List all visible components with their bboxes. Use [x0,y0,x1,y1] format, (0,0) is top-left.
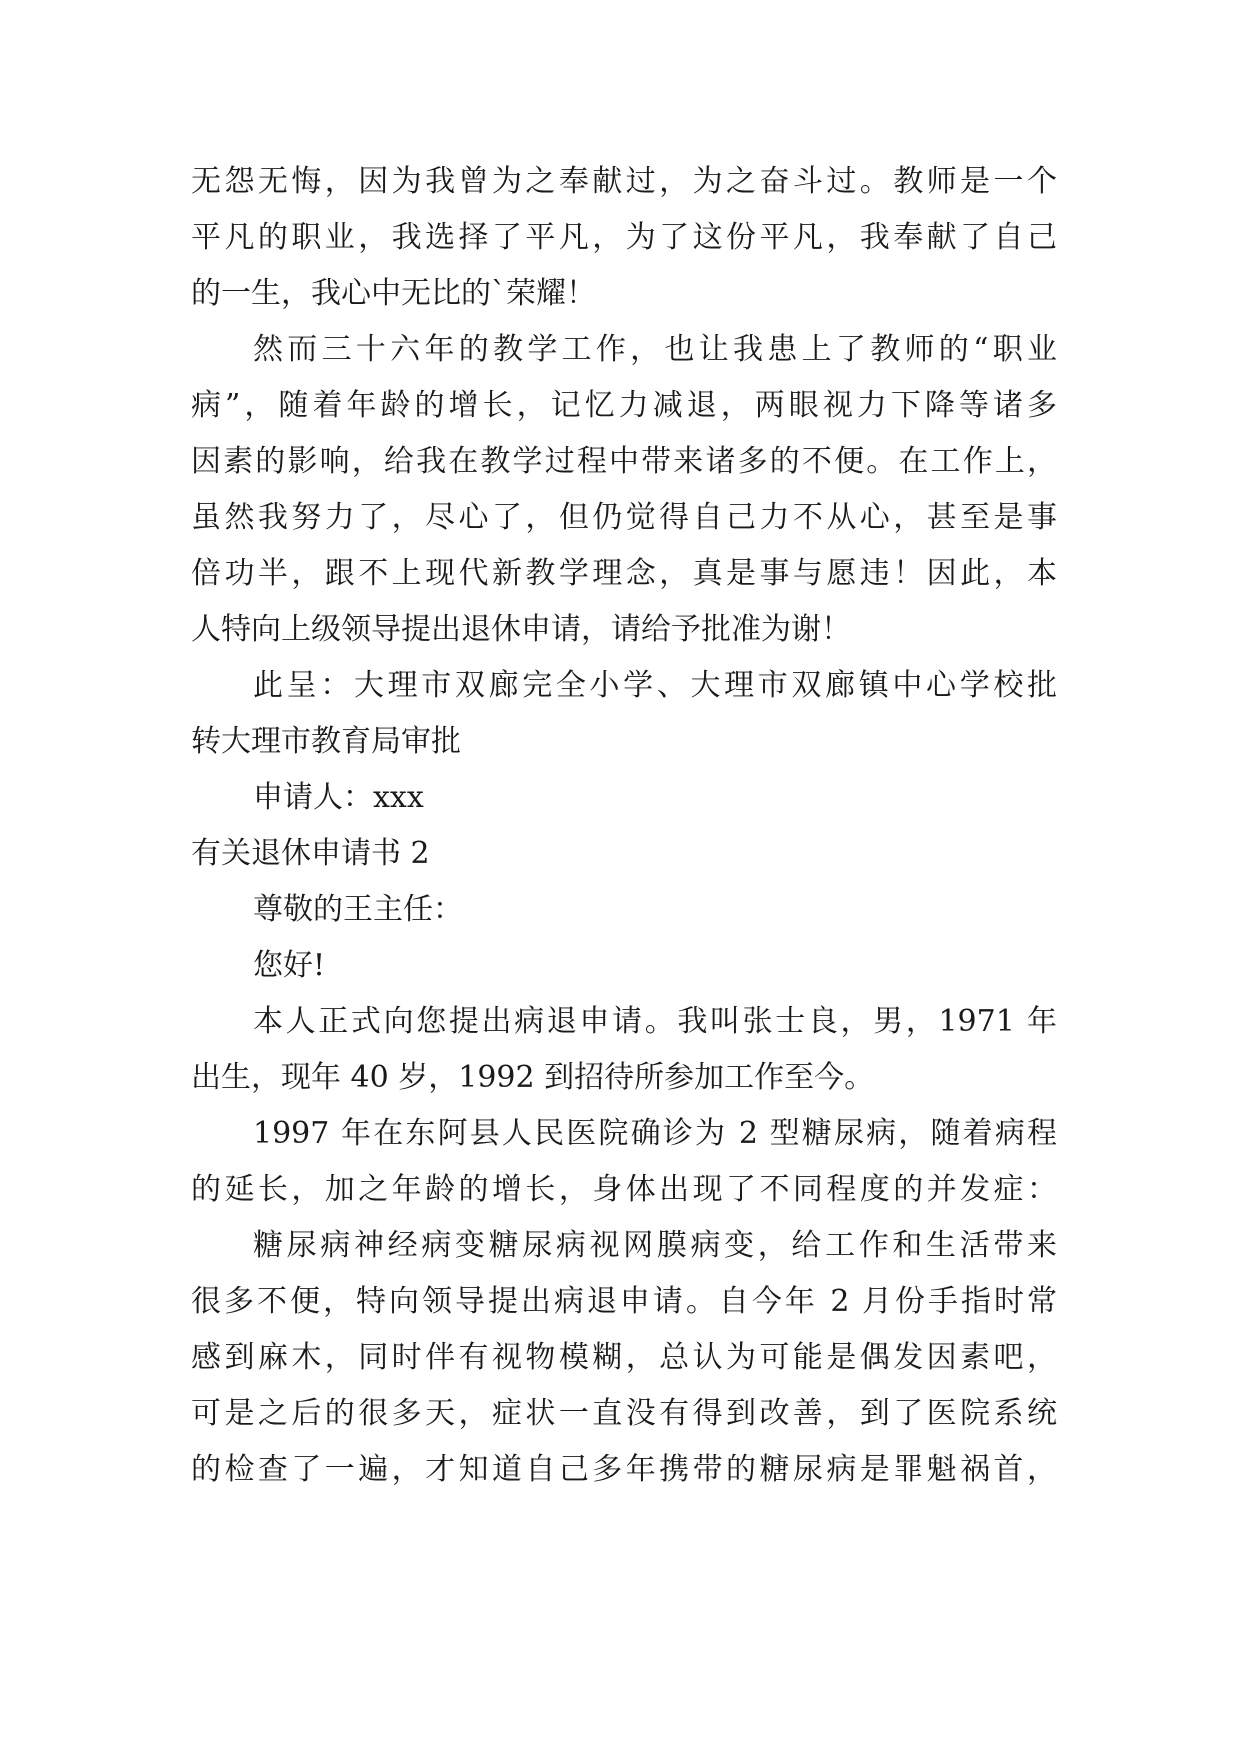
text-line: 本人正式向您提出病退申请。我叫张士良，男，1971 年 [253,1004,1057,1039]
text-line: 病”，随着年龄的增长，记忆力减退，两眼视力下降等诸多 [191,388,1057,423]
text-line: 虽然我努力了，尽心了，但仍觉得自己力不从心，甚至是事 [191,500,1057,535]
greeting: 您好! [253,948,326,983]
text-line: 很多不便，特向领导提出病退申请。自今年 2 月份手指时常 [191,1284,1057,1319]
text-line: 因素的影响，给我在教学过程中带来诸多的不便。在工作上， [191,444,1057,479]
text-line: 的延长，加之年龄的增长，身体出现了不同程度的并发症： [191,1172,1057,1207]
text-line: 无怨无悔，因为我曾为之奉献过，为之奋斗过。教师是一个 [191,164,1057,199]
text-line: 的一生，我心中无比的`荣耀！ [191,276,596,311]
text-line: 可是之后的很多天，症状一直没有得到改善，到了医院系统 [191,1396,1057,1431]
text-line: 然而三十六年的教学工作，也让我患上了教师的“职业 [253,332,1057,367]
text-line: 平凡的职业，我选择了平凡，为了这份平凡，我奉献了自己 [191,220,1057,255]
text-line: 的检查了一遍，才知道自己多年携带的糖尿病是罪魁祸首， [191,1452,1057,1487]
section-heading: 有关退休申请书 2 [191,836,430,871]
text-line: 糖尿病神经病变糖尿病视网膜病变，给工作和生活带来 [253,1228,1057,1263]
salutation: 尊敬的王主任： [253,892,463,927]
text-line: 此呈：大理市双廊完全小学、大理市双廊镇中心学校批 [253,668,1057,703]
text-line: 转大理市教育局审批 [191,724,461,759]
text-line: 感到麻木，同时伴有视物模糊，总认为可能是偶发因素吧， [191,1340,1057,1375]
text-line: 人特向上级领导提出退休申请，请给予批准为谢！ [191,612,851,647]
text-line: 出生，现年 40 岁，1992 到招待所参加工作至今。 [191,1060,875,1095]
text-line: 1997 年在东阿县人民医院确诊为 2 型糖尿病，随着病程 [253,1116,1057,1151]
text-line: 倍功半，跟不上现代新教学理念，真是事与愿违！因此，本 [191,556,1057,591]
applicant-line: 申请人：xxx [253,780,424,815]
